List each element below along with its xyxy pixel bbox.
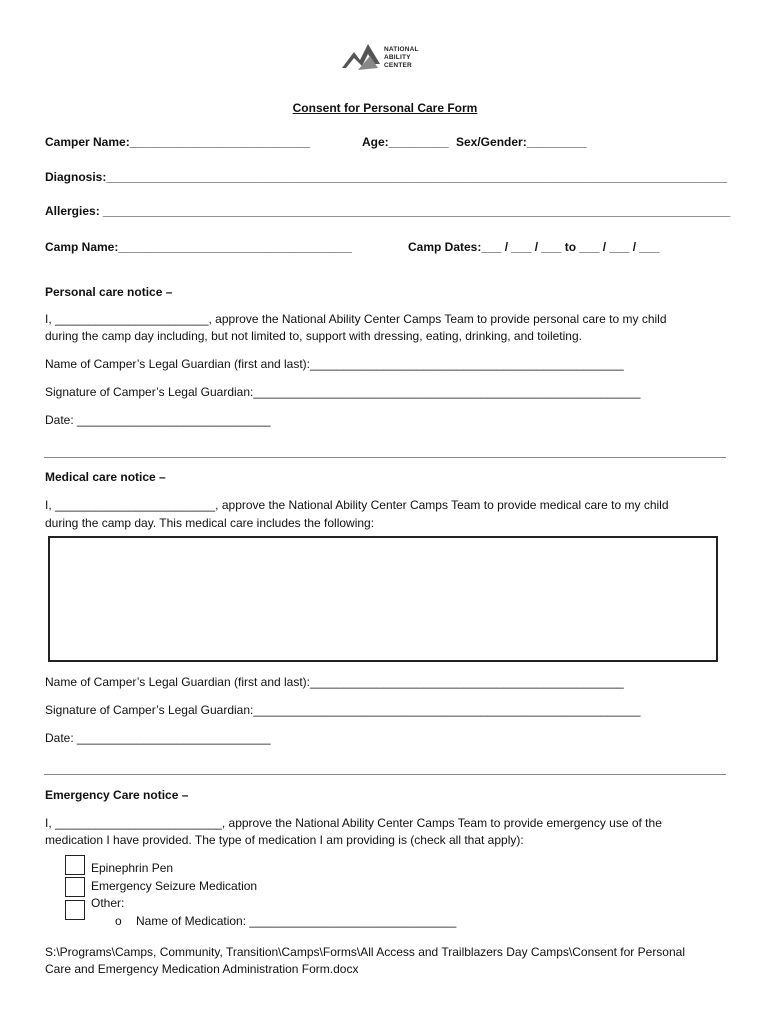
other-medication-label: Other: bbox=[91, 896, 125, 910]
emergency-care-heading: Emergency Care notice – bbox=[45, 788, 189, 802]
camp-dates-field[interactable]: Camp Dates:___ / ___ / ___ to ___ / ___ / ___ bbox=[408, 240, 660, 254]
medical-care-consent-line1[interactable]: I, ________________________, approve the National Ability Center Camps Team to provide medical care to my child bbox=[45, 498, 669, 512]
medical-care-heading: Medical care notice – bbox=[45, 470, 166, 484]
sub-bullet: o bbox=[115, 914, 122, 928]
medical-date-field[interactable]: Date: _____________________________ bbox=[45, 731, 271, 745]
file-path-line1: S:\Programs\Camps, Community, Transition\Camps\Forms\All Access and Trailblazers Day Camps\Consent for Personal bbox=[45, 945, 685, 959]
epinephrin-pen-checkbox[interactable] bbox=[65, 855, 85, 875]
personal-care-consent-line1[interactable]: I, _______________________, approve the National Ability Center Camps Team to provide personal care to my child bbox=[45, 312, 667, 326]
personal-guardian-signature-field[interactable]: Signature of Camper’s Legal Guardian:__________________________________________________________ bbox=[45, 385, 641, 399]
medication-name-field[interactable]: Name of Medication: _______________________________ bbox=[136, 914, 457, 928]
personal-guardian-name-field[interactable]: Name of Camper’s Legal Guardian (first and last):_______________________________________________ bbox=[45, 357, 624, 371]
emergency-care-consent-line2: medication I have provided. The type of medication I am providing is (check all that apply): bbox=[45, 833, 524, 847]
allergies-field[interactable]: Allergies: ______________________________________________________________________________________________ bbox=[45, 204, 731, 218]
section-divider bbox=[44, 457, 726, 458]
logo-text-line2: ABILITY bbox=[384, 54, 411, 61]
personal-care-heading: Personal care notice – bbox=[45, 285, 173, 299]
age-field[interactable]: Age:_________ bbox=[362, 135, 449, 149]
diagnosis-field[interactable]: Diagnosis:_____________________________________________________________________________________________ bbox=[45, 170, 728, 184]
sex-gender-field[interactable]: Sex/Gender:_________ bbox=[456, 135, 587, 149]
personal-date-field[interactable]: Date: _____________________________ bbox=[45, 413, 271, 427]
medical-care-consent-line2: during the camp day. This medical care includes the following: bbox=[45, 516, 375, 530]
medical-care-description-box[interactable] bbox=[48, 536, 718, 662]
logo-text-line3: CENTER bbox=[384, 62, 412, 69]
camper-name-field[interactable]: Camper Name:___________________________ bbox=[45, 135, 310, 149]
personal-care-consent-line2: during the camp day including, but not limited to, support with dressing, eating, drinking, and toileting. bbox=[45, 329, 582, 343]
seizure-medication-checkbox[interactable] bbox=[65, 877, 85, 897]
form-title: Consent for Personal Care Form bbox=[292, 101, 478, 115]
medical-guardian-signature-field[interactable]: Signature of Camper’s Legal Guardian:__________________________________________________________ bbox=[45, 703, 641, 717]
file-path-line2: Care and Emergency Medication Administration Form.docx bbox=[45, 962, 359, 976]
medical-guardian-name-field[interactable]: Name of Camper’s Legal Guardian (first and last):_______________________________________________ bbox=[45, 675, 624, 689]
camp-name-field[interactable]: Camp Name:___________________________________ bbox=[45, 240, 352, 254]
seizure-medication-label: Emergency Seizure Medication bbox=[91, 879, 258, 893]
epinephrin-pen-label: Epinephrin Pen bbox=[91, 861, 174, 875]
logo-text-line1: NATIONAL bbox=[384, 46, 419, 53]
emergency-care-consent-line1[interactable]: I, _________________________, approve the National Ability Center Camps Team to provide emergency use of the bbox=[45, 816, 662, 830]
section-divider bbox=[44, 774, 726, 775]
other-medication-checkbox[interactable] bbox=[65, 900, 85, 920]
